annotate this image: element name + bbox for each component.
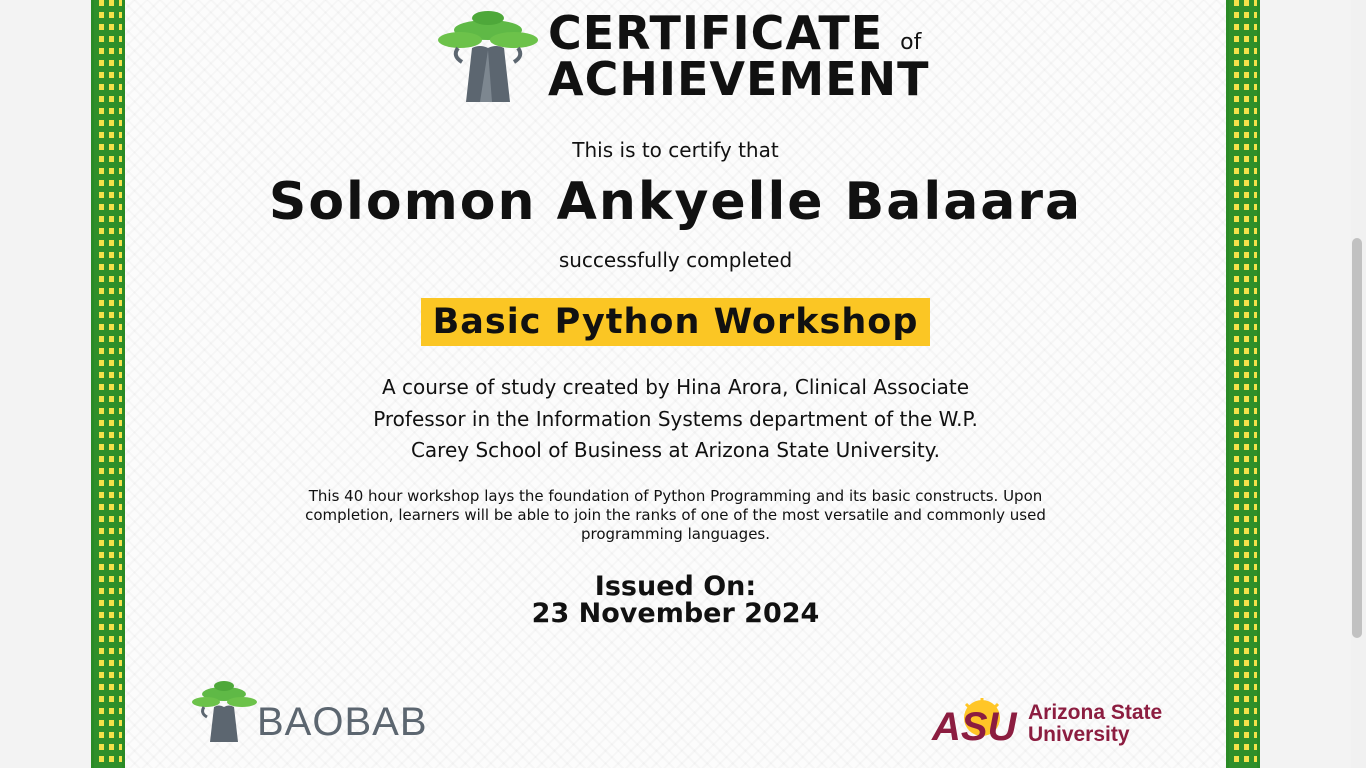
baobab-wordmark: BAOBAB	[257, 700, 428, 744]
certify-intro: This is to certify that	[572, 138, 779, 162]
asu-name-line1: Arizona State	[1028, 701, 1163, 724]
course-description-text: A course of study created by Hina Arora, Clinical Associate Professor in the Information Systems department of the W.P. Carey School of Business at Arizona State University.	[373, 375, 978, 462]
certificate-title-line1: CERTIFICATE of	[548, 6, 922, 60]
right-border-pattern	[1226, 0, 1260, 768]
completed-text: successfully completed	[558, 248, 793, 272]
asu-sunburst-logo	[930, 698, 1026, 744]
course-description	[125, 372, 1226, 467]
left-border-pattern	[91, 0, 125, 768]
baobab-logo-icon	[190, 680, 258, 744]
course-title-wrapper	[125, 298, 1226, 346]
asu-name-line2: University	[1028, 723, 1130, 746]
certificate-title-line2: ACHIEVEMENT	[548, 52, 930, 106]
course-blurb-text: This 40 hour workshop lays the foundation of Python Programming and its basic constructs. Upon completion, learners will be able to join the ranks of one of the most versatile and commonly used programming languages.	[305, 487, 1046, 543]
scrollbar-thumb[interactable]	[1352, 238, 1362, 638]
title-of: of	[900, 30, 922, 55]
issued-date: 23 November 2024	[531, 598, 820, 629]
course-blurb	[125, 487, 1226, 544]
course-title: Basic Python Workshop	[421, 298, 931, 346]
asu-mark-text: ASU	[932, 705, 1017, 744]
recipient-name: Solomon Ankyelle Balaara	[268, 172, 1083, 232]
baobab-tree-icon	[436, 8, 540, 104]
issued-label: Issued On:	[594, 571, 757, 602]
